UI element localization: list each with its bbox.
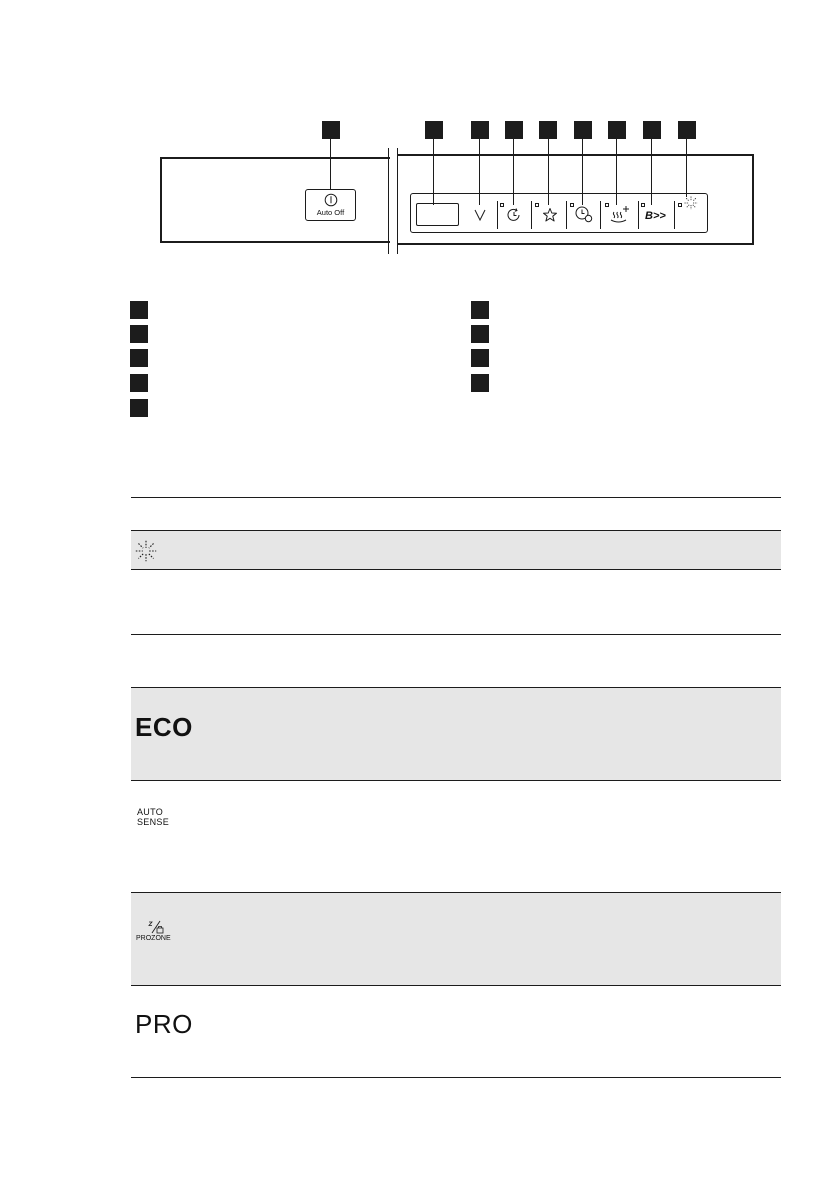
programme-row-prozone <box>131 893 781 985</box>
callout-5 <box>539 121 557 139</box>
legend-key-item <box>130 325 148 343</box>
auto-sense-programme-icon: AUTO SENSE <box>137 807 170 827</box>
callout-2 <box>425 121 443 139</box>
legend-key-item <box>471 349 489 367</box>
legend-key-item <box>130 301 148 319</box>
check-icon[interactable] <box>474 208 486 222</box>
indicator-light <box>641 203 645 207</box>
power-icon <box>324 193 338 207</box>
glass-care-icon <box>135 540 157 562</box>
indicator-light <box>535 203 539 207</box>
panel-break-mark <box>397 148 400 254</box>
legend-key-item <box>130 399 148 417</box>
eco-programme-icon: ECO <box>135 712 193 742</box>
callout-1 <box>322 121 340 139</box>
callout-6 <box>574 121 592 139</box>
legend-key-item <box>130 374 148 392</box>
indicator-light <box>678 203 682 207</box>
callout-7 <box>608 121 626 139</box>
legend-key-item <box>471 325 489 343</box>
display-window <box>416 203 459 226</box>
legend-key-item <box>471 301 489 319</box>
callout-8 <box>643 121 661 139</box>
auto-off-power-button[interactable] <box>305 189 356 221</box>
glass-care-icon[interactable] <box>684 196 698 210</box>
indicator-light <box>500 203 504 207</box>
prozone-label: PROZONE <box>136 935 171 942</box>
delay-start-button-label[interactable]: B>> <box>645 210 666 222</box>
panel-break-mark <box>388 148 391 254</box>
star-icon[interactable] <box>542 207 558 223</box>
legend-key-item <box>471 374 489 392</box>
callout-9 <box>678 121 696 139</box>
legend-key-item <box>130 349 148 367</box>
auto-off-label: Auto Off <box>316 208 345 217</box>
callout-4 <box>505 121 523 139</box>
time-manager-icon[interactable] <box>574 205 594 223</box>
prozone-icon <box>146 920 166 934</box>
callout-3 <box>471 121 489 139</box>
programme-clock-icon[interactable] <box>506 207 522 223</box>
indicator-table-row <box>131 531 781 569</box>
pro-programme-icon: PRO <box>135 1009 193 1039</box>
programme-row-eco <box>131 688 781 780</box>
extra-dry-icon[interactable] <box>609 203 631 225</box>
